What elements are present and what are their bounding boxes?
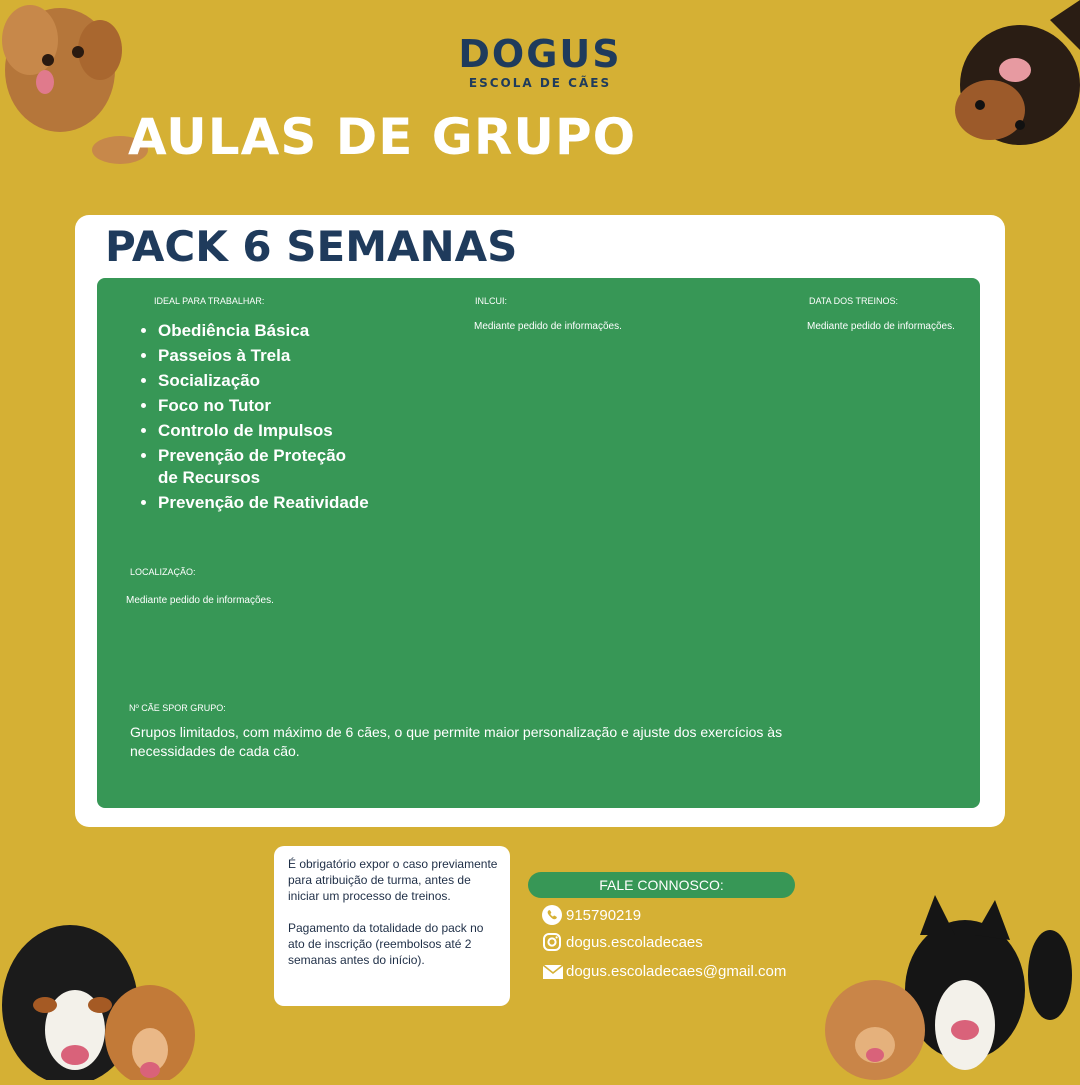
phone-icon: [542, 905, 562, 925]
dates-value: Mediante pedido de informações.: [807, 321, 955, 332]
includes-label: INLCUI:: [475, 296, 508, 306]
instagram-icon: [542, 932, 562, 952]
notice-text: Pagamento da totalidade do pack no ato de inscrição (reembolsos até 2 semanas antes do início).: [288, 921, 484, 967]
includes-value: Mediante pedido de informações.: [474, 321, 622, 332]
ideal-list: [136, 320, 376, 517]
list-item: • Foco no Tutor: [158, 395, 376, 417]
mail-icon: [542, 961, 562, 981]
dog-photo-bottom-left: [0, 910, 210, 1080]
email-address: dogus.escoladecaes@gmail.com: [566, 962, 787, 980]
list-item: • Socialização: [158, 370, 376, 392]
contact-phone[interactable]: [542, 905, 641, 925]
contact-heading: FALE CONNOSCO:: [528, 872, 795, 898]
contact-email[interactable]: [542, 961, 786, 981]
notice-box: [274, 846, 510, 1006]
location-label: LOCALIZAÇÃO:: [130, 567, 196, 577]
list-item: • Prevenção de Reatividade: [158, 492, 376, 514]
brand-name: DOGUS: [458, 32, 622, 76]
ideal-label: IDEAL PARA TRABALHAR:: [154, 296, 265, 306]
notice-text: É obrigatório expor o caso previamente para atribuição de turma, antes de iniciar um processo de treinos.: [288, 857, 498, 903]
pack-title: PACK 6 SEMANAS: [105, 222, 518, 271]
list-item: • Passeios à Trela: [158, 345, 376, 367]
page-title: AULAS DE GRUPO: [128, 108, 637, 166]
group-label: Nº CÃE SPOR GRUPO:: [129, 703, 226, 713]
brand-logo: [0, 34, 1080, 90]
instagram-handle: dogus.escoladecaes: [566, 933, 703, 951]
contact-instagram[interactable]: [542, 932, 703, 952]
dog-photo-bottom-right: [815, 895, 1080, 1080]
list-item: • Obediência Básica: [158, 320, 376, 342]
group-value: Grupos limitados, com máximo de 6 cães, o que permite maior personalização e ajuste dos exercícios às necessidades de cada cão.: [130, 724, 783, 759]
list-item: • Prevenção de Proteção de Recursos: [158, 445, 358, 489]
phone-number: 915790219: [566, 906, 642, 924]
dates-label: DATA DOS TREINOS:: [809, 296, 899, 306]
list-item: • Controlo de Impulsos: [158, 420, 376, 442]
location-value: Mediante pedido de informações.: [126, 595, 274, 606]
brand-tagline: ESCOLA DE CÃES: [468, 76, 612, 90]
